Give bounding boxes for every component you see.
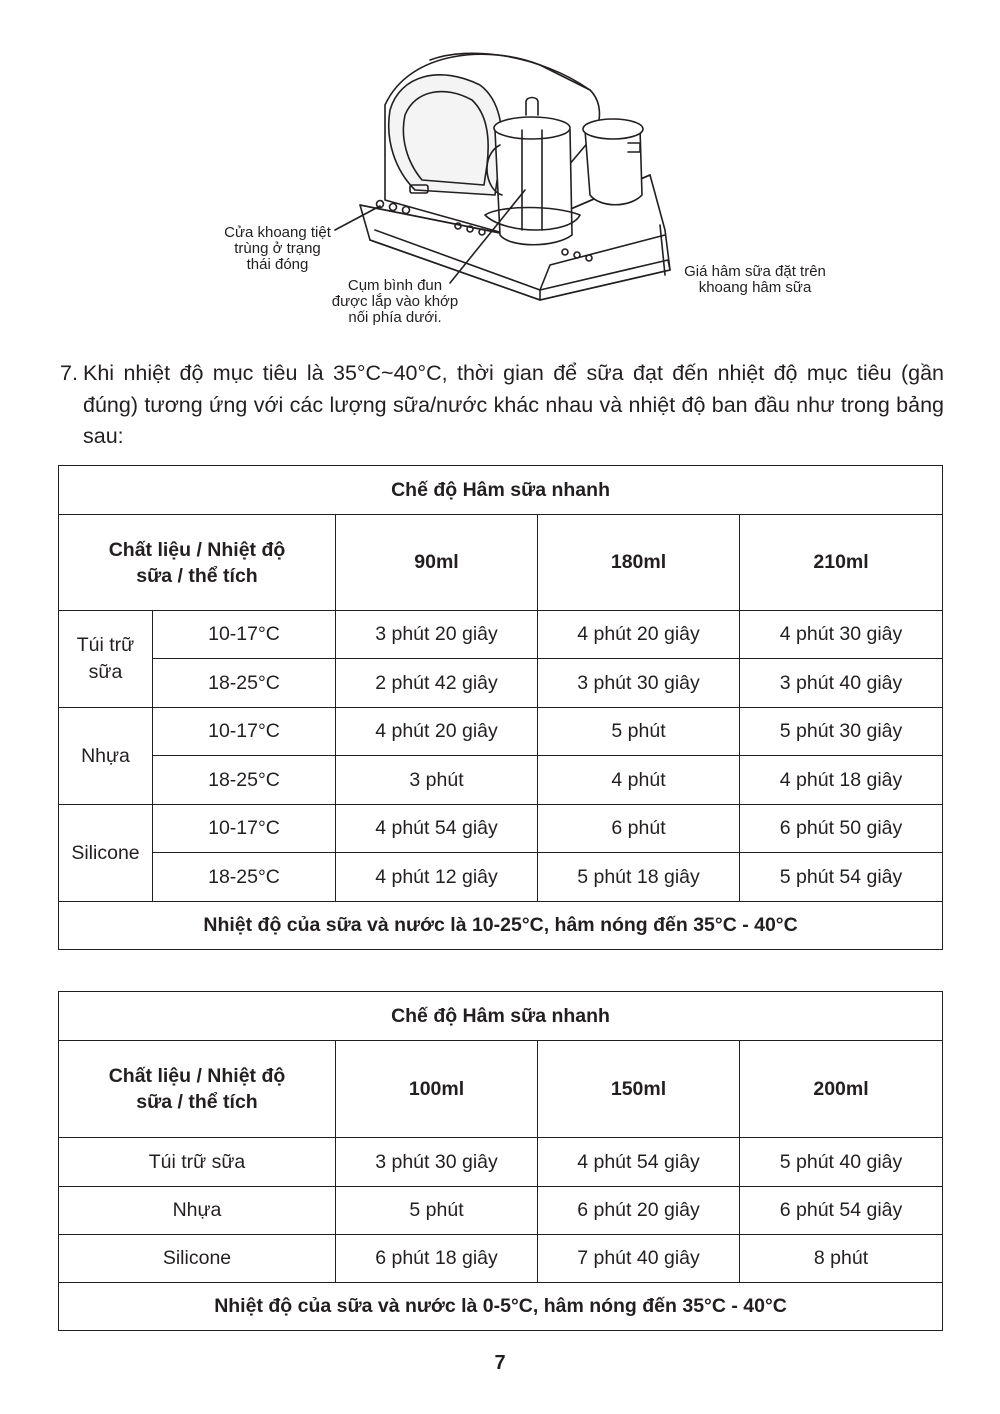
time-cell: 3 phút: [336, 756, 538, 805]
time-cell: 8 phút: [740, 1235, 943, 1283]
time-cell: 5 phút: [538, 708, 740, 756]
time-cell: 6 phút: [538, 805, 740, 853]
time-cell: 4 phút 54 giây: [336, 805, 538, 853]
material-cell: Túi trữ sữa: [59, 1138, 336, 1187]
time-cell: 6 phút 50 giây: [740, 805, 943, 853]
material-cell: Túi trữ sữa: [59, 611, 153, 708]
time-cell: 6 phút 20 giây: [538, 1187, 740, 1235]
callout-warming-rack: Giá hâm sữa đặt trên khoang hâm sữa: [684, 263, 826, 296]
temp-cell: 18-25°C: [153, 659, 336, 708]
callout-kettle-assembly: Cụm bình đun được lắp vào khớp nối phía dưới.: [331, 277, 459, 326]
temp-cell: 10-17°C: [153, 805, 336, 853]
list-number: 7.: [60, 361, 78, 385]
time-cell: 3 phút 40 giây: [740, 659, 943, 708]
warming-time-table-2: [58, 991, 943, 1331]
callout-sterilizer-door: Cửa khoang tiệt trùng ở trạng thái đóng: [224, 224, 331, 273]
time-cell: 5 phút 40 giây: [740, 1138, 943, 1187]
time-cell: 6 phút 54 giây: [740, 1187, 943, 1235]
time-cell: 7 phút 40 giây: [538, 1235, 740, 1283]
time-cell: 6 phút 18 giây: [336, 1235, 538, 1283]
header-volume: 90ml: [336, 515, 538, 611]
header-label: Chất liệu / Nhiệt độ sữa / thể tích: [59, 515, 336, 611]
material-cell: Nhựa: [59, 708, 153, 805]
material-cell: Silicone: [59, 805, 153, 902]
product-illustration: [210, 30, 850, 330]
header-volume: 180ml: [538, 515, 740, 611]
table-footer-note: Nhiệt độ của sữa và nước là 10-25°C, hâm nóng đến 35°C - 40°C: [59, 902, 943, 950]
time-cell: 4 phút 18 giây: [740, 756, 943, 805]
table-footer-note: Nhiệt độ của sữa và nước là 0-5°C, hâm nóng đến 35°C - 40°C: [59, 1283, 943, 1331]
table-title: Chế độ Hâm sữa nhanh: [59, 992, 943, 1041]
paragraph-text: Khi nhiệt độ mục tiêu là 35°C~40°C, thời gian để sữa đạt đến nhiệt độ mục tiêu (gần đúng) tương ứng với các lượng sữa/nước khác nhau và nhiệt độ ban đầu như trong bảng sau:: [83, 361, 944, 448]
instruction-paragraph: [60, 358, 944, 453]
time-cell: 5 phút 30 giây: [740, 708, 943, 756]
temp-cell: 10-17°C: [153, 611, 336, 659]
time-cell: 2 phút 42 giây: [336, 659, 538, 708]
header-volume: 100ml: [336, 1041, 538, 1138]
temp-cell: 18-25°C: [153, 756, 336, 805]
header-volume: 150ml: [538, 1041, 740, 1138]
time-cell: 5 phút 54 giây: [740, 853, 943, 902]
time-cell: 4 phút: [538, 756, 740, 805]
header-volume: 210ml: [740, 515, 943, 611]
table-title: Chế độ Hâm sữa nhanh: [59, 466, 943, 515]
warming-time-table-1: [58, 465, 943, 950]
time-cell: 5 phút: [336, 1187, 538, 1235]
time-cell: 4 phút 20 giây: [336, 708, 538, 756]
temp-cell: 18-25°C: [153, 853, 336, 902]
header-volume: 200ml: [740, 1041, 943, 1138]
material-cell: Silicone: [59, 1235, 336, 1283]
time-cell: 3 phút 20 giây: [336, 611, 538, 659]
page-number: 7: [494, 1352, 506, 1374]
time-cell: 4 phút 20 giây: [538, 611, 740, 659]
time-cell: 4 phút 30 giây: [740, 611, 943, 659]
time-cell: 5 phút 18 giây: [538, 853, 740, 902]
time-cell: 3 phút 30 giây: [538, 659, 740, 708]
time-cell: 4 phút 12 giây: [336, 853, 538, 902]
time-cell: 3 phút 30 giây: [336, 1138, 538, 1187]
material-cell: Nhựa: [59, 1187, 336, 1235]
time-cell: 4 phút 54 giây: [538, 1138, 740, 1187]
header-label: Chất liệu / Nhiệt độ sữa / thể tích: [59, 1041, 336, 1138]
temp-cell: 10-17°C: [153, 708, 336, 756]
